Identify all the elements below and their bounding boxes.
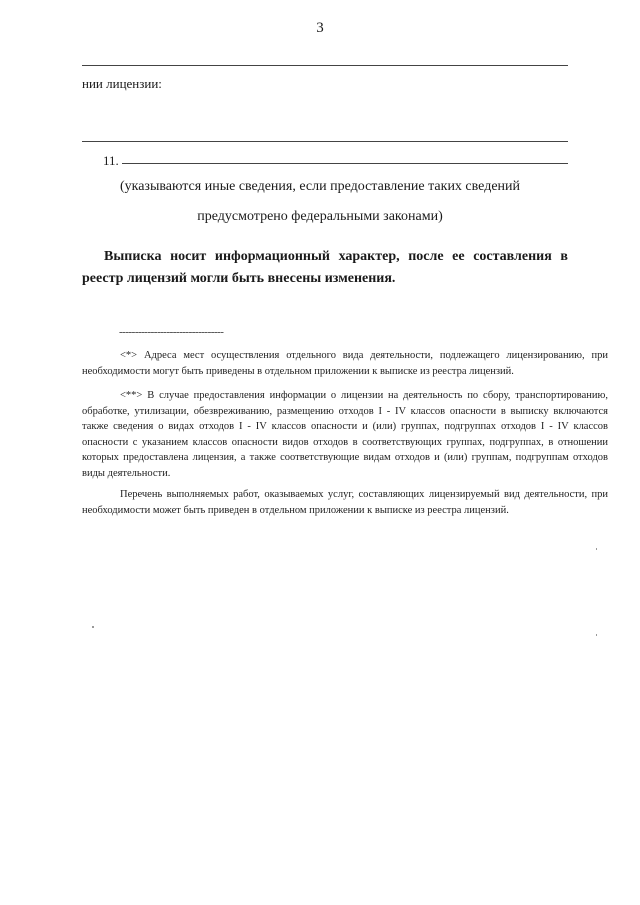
- footnote-works-list: Перечень выполняемых работ, оказываемых услуг, составляющих лицензируемый вид деятельности, при необходимости может быть приведен в отдельном приложении к выписке из реестра лицензий.: [82, 489, 608, 516]
- license-fragment-text: нии лицензии:: [82, 76, 162, 91]
- note-line-1: (указываются иные сведения, если предоставление таких сведений: [119, 179, 521, 194]
- scan-artifact-dot: [596, 548, 597, 550]
- footnote-waste-info: <**> В случае предоставления информации о лицензии на деятельность по сбору, транспортированию, обработке, утилизации, обезвреживанию, размещению отходов I - IV классов опасности в выписку включаются также сведения о видах отходов I - IV классов опасности и (или) группах, подгруппах отходов I - IV классов опасности с указанием классов опасности видов отходов в соответствующих группах, подгруппах, в отношении которых предоставлена лицензия, а также соответствующие видам отходов и (или) группам, подгруппам отходов виды деятельности.: [82, 390, 608, 479]
- disclaimer-paragraph: Выписка носит информационный характер, после ее составления в реестр лицензий могли быть внесены изменения.: [82, 249, 568, 286]
- item-number: 11.: [103, 153, 119, 168]
- scan-artifact-dot: [596, 634, 597, 636]
- top-rule: [82, 65, 568, 66]
- footnote-separator: ---------------------------------: [119, 326, 224, 338]
- scan-artifact-dot: [92, 626, 94, 628]
- note-line-2: предусмотрено федеральными законами): [197, 209, 443, 224]
- page-number: 3: [316, 20, 324, 36]
- footnote-addresses: <*> Адреса мест осуществления отдельного вида деятельности, подлежащего лицензированию, при необходимости могут быть приведены в отдельном приложении к выписке из реестра лицензий.: [82, 350, 608, 377]
- separator-rule: [82, 141, 568, 142]
- item-blank-line: [122, 163, 568, 164]
